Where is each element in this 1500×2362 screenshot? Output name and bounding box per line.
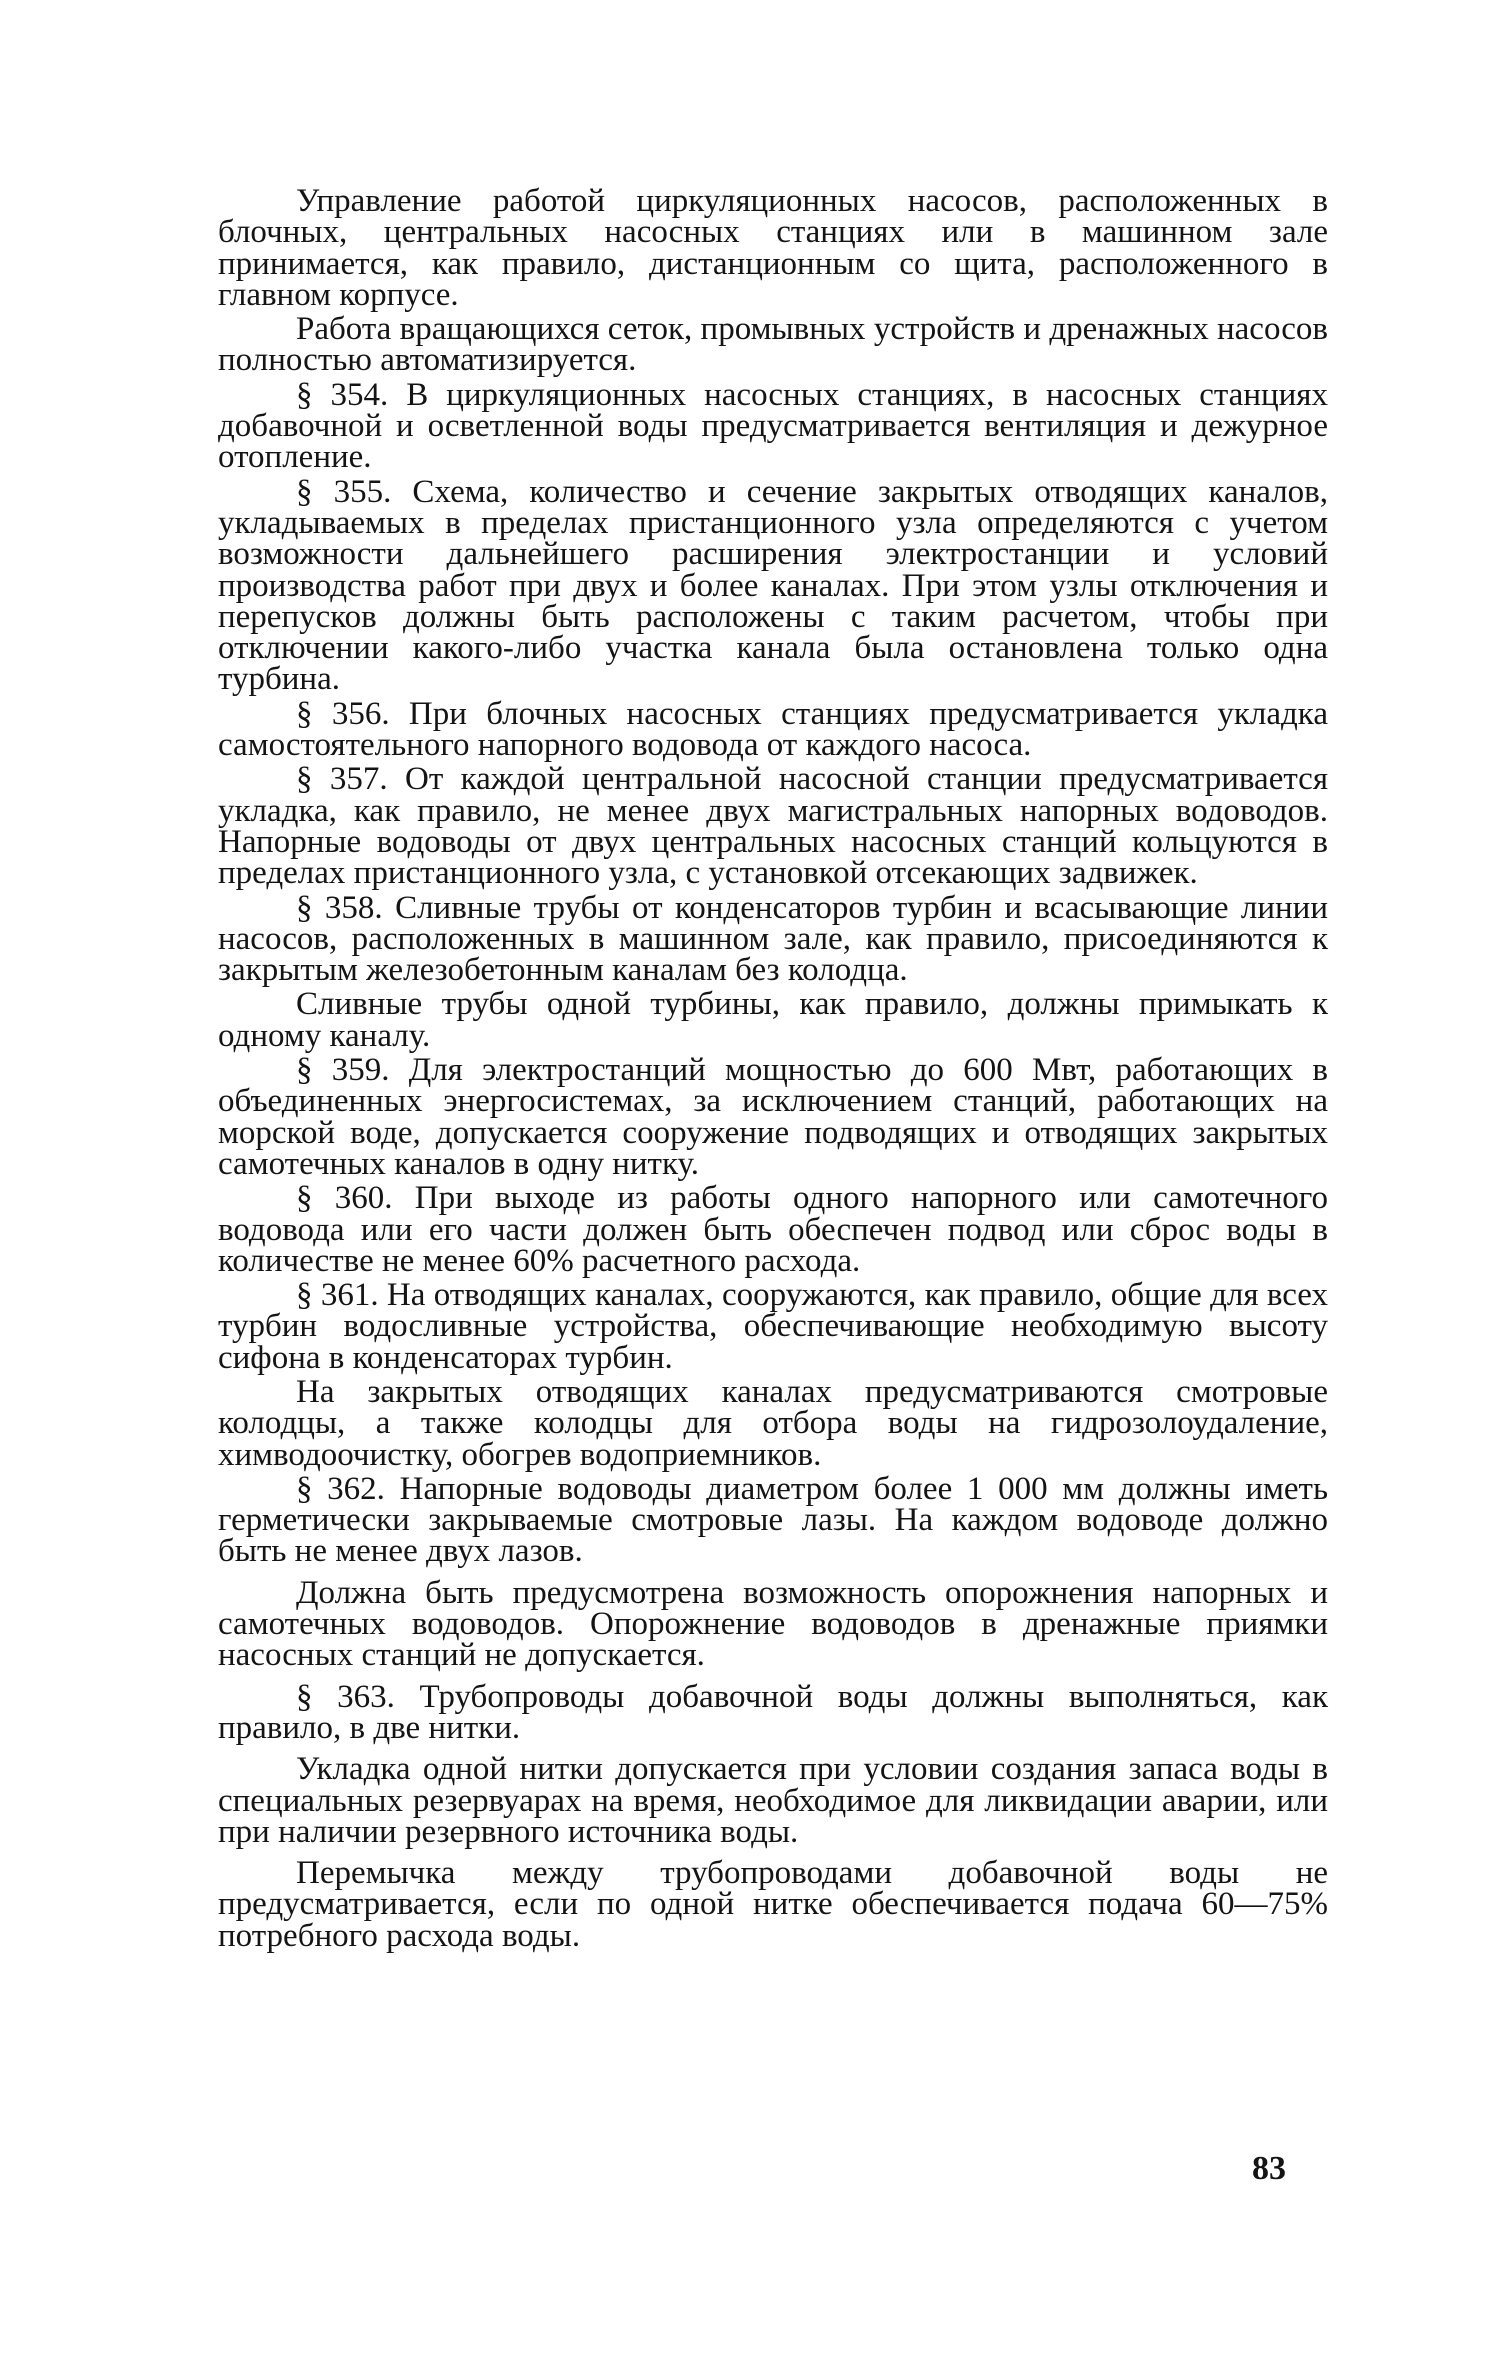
paragraph-360: § 360. При выходе из работы одного напорного или самотечного водовода или его части должен быть обеспечен подвод или сброс воды в количестве не менее 60% расчетного расхода. <box>218 1180 1328 1279</box>
paragraph-357: § 357. От каждой центральной насосной станции предусматривается укладка, как правило, не менее двух магистральных напорных водоводов. Напорные водоводы от двух центральных насосных станций кольцуются в пределах пристанционного узла, с установкой отсекающих задвижек. <box>218 761 1328 892</box>
paragraph-emptying: Должна быть предусмотрена возможность опорожнения напорных и самотечных водоводов. Опорожнение водоводов в дренажные приямки насосных станций не допускается. <box>218 1574 1328 1674</box>
paragraph-356: § 356. При блочных насосных станциях предусматривается укладка самостоятельного напорного водовода от каждого насоса. <box>218 695 1328 764</box>
paragraph-363: § 363. Трубопроводы добавочной воды должны выполняться, как правило, в две нитки. <box>218 1678 1328 1746</box>
page-number: 83 <box>1252 2150 1286 2187</box>
paragraph-control: Управление работой циркуляционных насосов, расположенных в блочных, центральных насосных станциях или в машинном зале принимается, как правило, дистанционным со щита, расположенного в главном корпусе. <box>218 183 1328 313</box>
paragraph-358: § 358. Сливные трубы от конденсаторов турбин и всасывающие линии насосов, расположенных в машинном зале, как правило, присоединяются к закрытым железобетонным каналам без колодца. <box>218 889 1328 989</box>
paragraph-362: § 362. Напорные водоводы диаметром более 1 000 мм должны иметь герметически закрываемые смотровые лазы. На каждом водоводе должно быть не менее двух лазов. <box>218 1470 1328 1570</box>
paragraph-355: § 355. Схема, количество и сечение закрытых отводящих каналов, укладываемых в пределах пристанционного узла определяются с учетом возможности дальнейшего расширения электростанции и условий производства работ при двух и более каналах. При этом узлы отключения и перепусков должны быть расположены с таким расчетом, чтобы при отключении какого-либо участка канала была остановлена только одна турбина. <box>218 473 1328 698</box>
paragraph-354: § 354. В циркуляционных насосных станциях, в насосных станциях добавочной и осветленной воды предусматривается вентиляция и дежурное отопление. <box>218 376 1328 476</box>
paragraph-jumper: Перемычка между трубопроводами добавочной воды не предусматривается, если по одной нитке обеспечивается подача 60—75% потребного расхода воды. <box>218 1855 1328 1954</box>
paragraph-drain-pipes: Сливные трубы одной турбины, как правило, должны примыкать к одному каналу. <box>218 986 1328 1054</box>
paragraph-single-line: Укладка одной нитки допускается при условии создания запаса воды в специальных резервуарах на время, необходимое для ликвидации аварии, или при наличии резервного источника воды. <box>218 1751 1328 1850</box>
paragraph-359: § 359. Для электростанций мощностью до 600 Мвт, работающих в объединенных энергосистемах, за исключением станций, работающих на морской воде, допускается сооружение подводящих и отводящих закрытых самотечных каналов в одну нитку. <box>218 1052 1328 1182</box>
body-text <box>218 183 1328 1955</box>
paragraph-361: § 361. На отводящих каналах, сооружаются, как правило, общие для всех турбин водосливные устройства, обеспечивающие необходимую высоту сифона в конденсаторах турбин. <box>218 1277 1328 1376</box>
paragraph-inspection-wells: На закрытых отводящих каналах предусматриваются смотровые колодцы, а также колодцы для отбора воды на гидрозолоудаление, химводоочистку, обогрев водоприемников. <box>218 1373 1328 1473</box>
paragraph-screens: Работа вращающихся сеток, промывных устройств и дренажных насосов полностью автоматизируется. <box>218 311 1328 379</box>
